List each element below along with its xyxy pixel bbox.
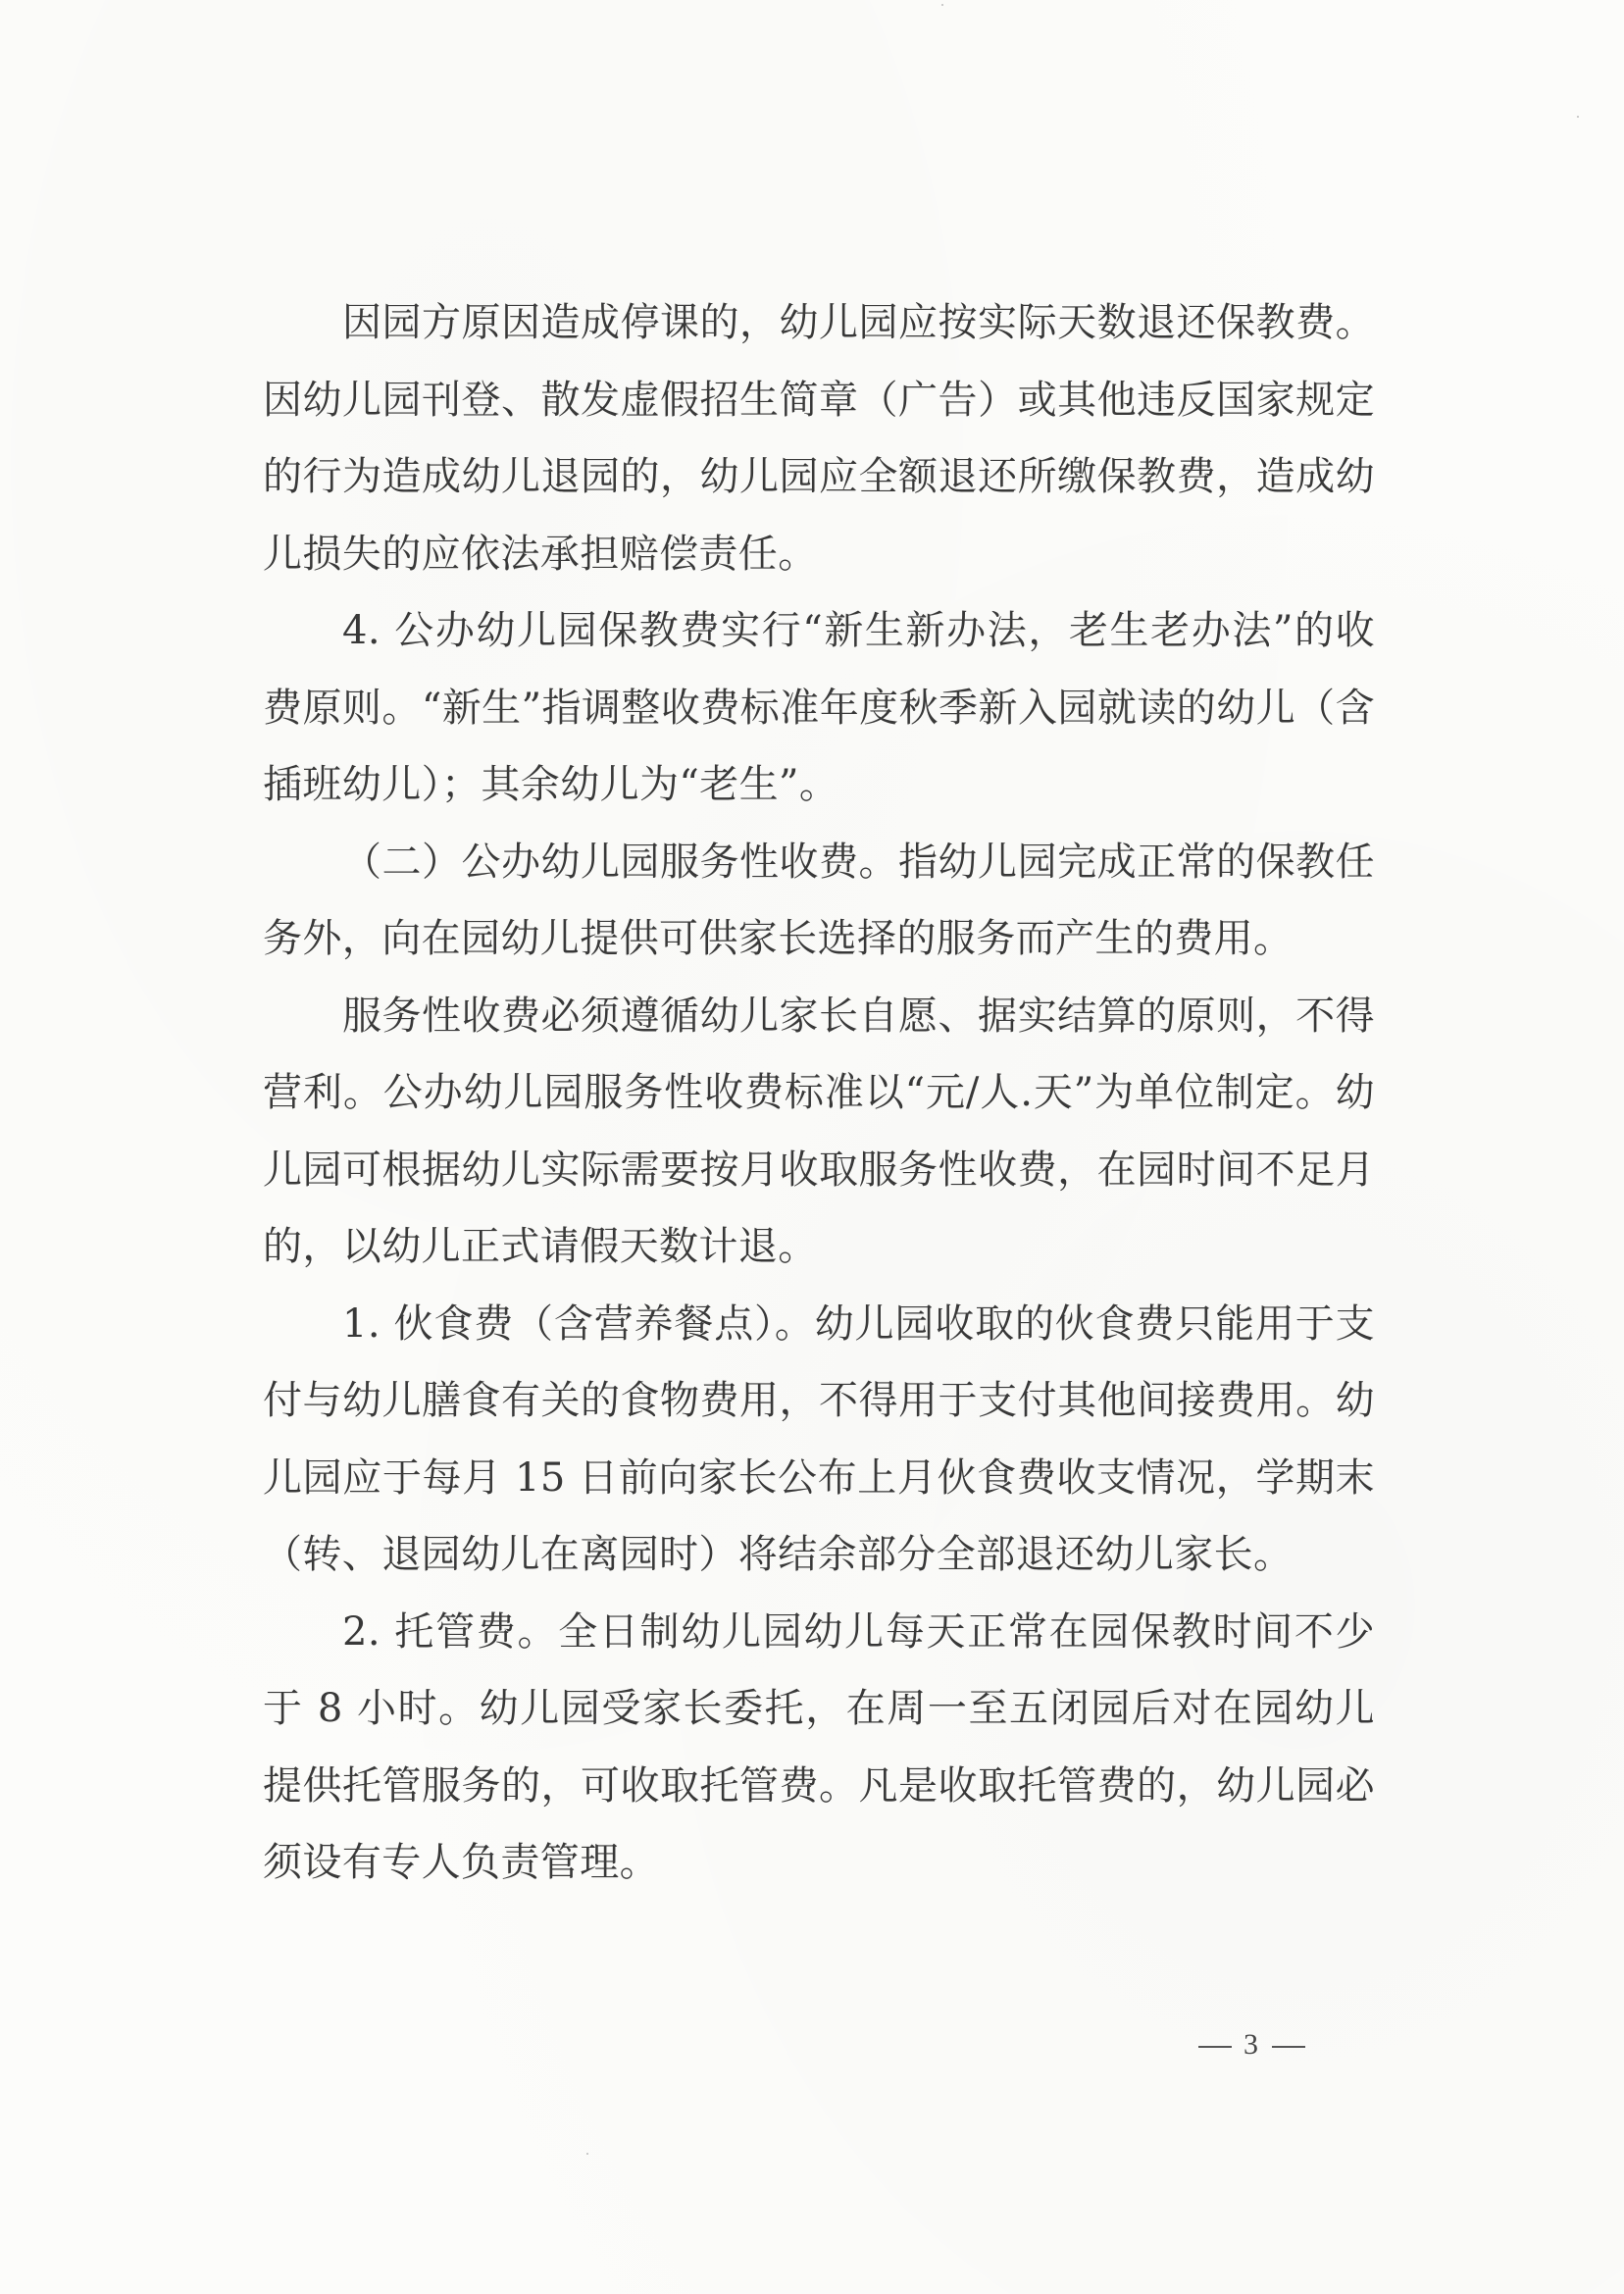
page-number-left-dash [1198,2046,1232,2048]
paragraph-refund-on-suspension: 因园方原因造成停课的，幼儿园应按实际天数退还保教费。因幼儿园刊登、散发虚假招生简章（广告）或其他违反国家规定的行为造成幼儿退园的，幼儿园应全额退还所缴保教费，造成幼儿损失的应依法承担赔偿责任。 [263,300,1375,577]
scan-speck [586,2153,588,2155]
page-number [1187,2028,1317,2062]
page-number-value: 3 [1243,2028,1260,2061]
scan-speck [1577,116,1579,118]
scan-speck [941,4,943,6]
paragraph-item-2-custody-fee: 2. 托管费。全日制幼儿园幼儿每天正常在园保教时间不少于 8 小时。幼儿园受家长委托，在周一至五闭园后对在园幼儿提供托管服务的，可收取托管费。凡是收取托管费的，幼儿园必须设有专人负责管理。 [263,1608,1375,1885]
paragraph-service-fee-principles: 服务性收费必须遵循幼儿家长自愿、据实结算的原则，不得营利。公办幼儿园服务性收费标准以“元/人.天”为单位制定。幼儿园可根据幼儿实际需要按月收取服务性收费，在园时间不足月的，以幼儿正式请假天数计退。 [263,993,1375,1269]
paragraph-item-1-meal-fee: 1. 伙食费（含营养餐点）。幼儿园收取的伙食费只能用于支付与幼儿膳食有关的食物费用，不得用于支付其他间接费用。幼儿园应于每月 15 日前向家长公布上月伙食费收支情况，学期末（转、退园幼儿在离园时）将结余部分全部退还幼儿家长。 [263,1300,1375,1577]
paragraph-section-2-service-fees: （二）公办幼儿园服务性收费。指幼儿园完成正常的保教任务外，向在园幼儿提供可供家长选择的服务而产生的费用。 [263,839,1375,961]
document-body [263,284,1375,1902]
page-number-right-dash [1272,2046,1305,2048]
paragraph-item-4-new-old-rule: 4. 公办幼儿园保教费实行“新生新办法，老生老办法”的收费原则。“新生”指调整收费标准年度秋季新入园就读的幼儿（含插班幼儿）；其余幼儿为“老生”。 [263,608,1375,807]
